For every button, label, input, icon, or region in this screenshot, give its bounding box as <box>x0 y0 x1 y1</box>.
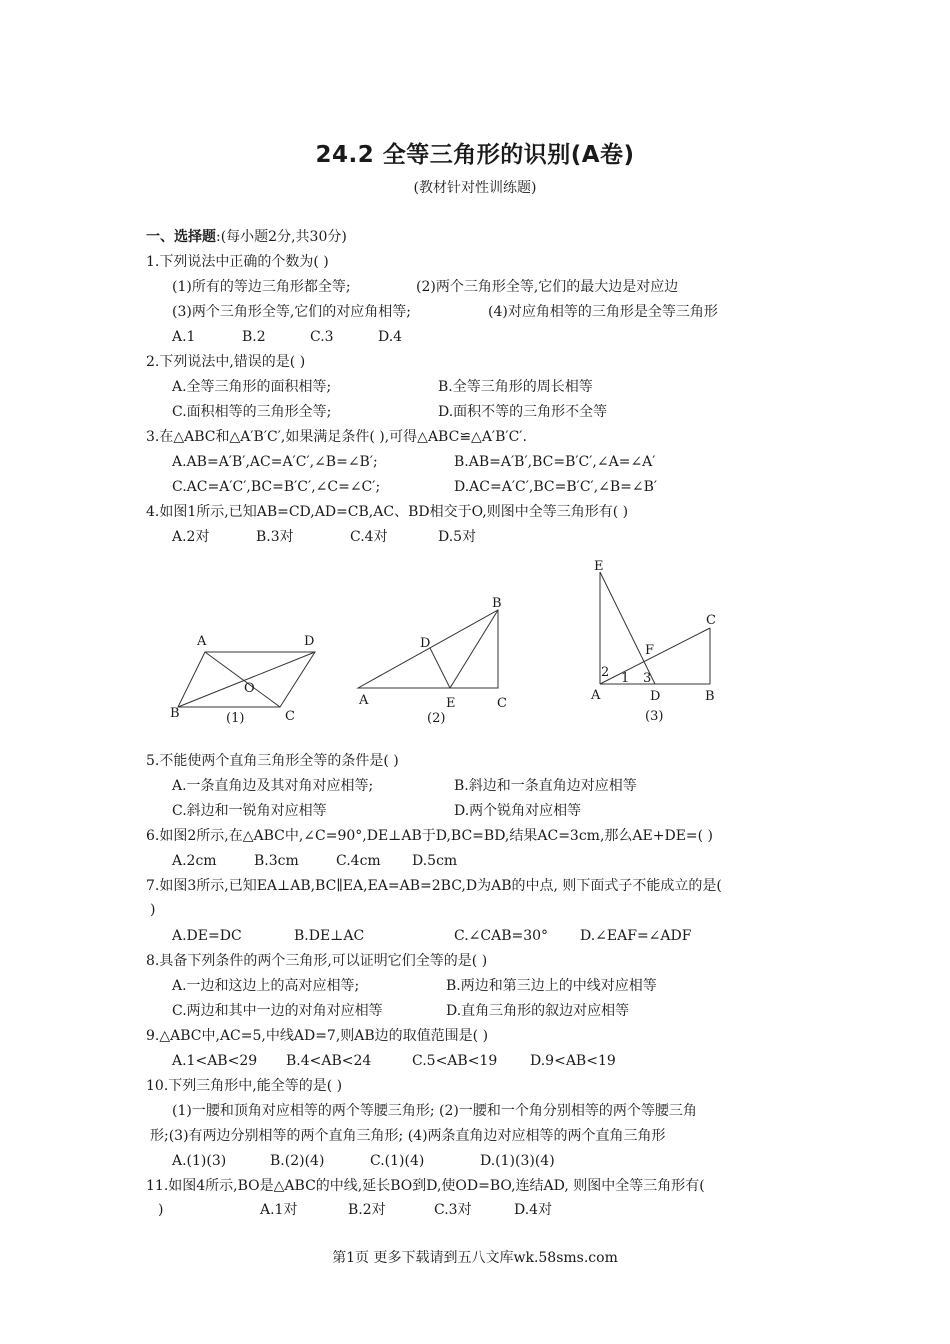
fig3-angle-1: 1 <box>621 671 630 686</box>
q5-option-b: B.斜边和一条直角边对应相等 <box>454 778 637 794</box>
q10-option-a: A.(1)(3) <box>172 1153 227 1169</box>
q3-option-a: A.AB=A′B′,AC=A′C′,∠B=∠B′; <box>172 454 378 470</box>
q6-option-d: D.5cm <box>412 853 458 869</box>
q7-option-b: B.DE⊥AC <box>294 928 365 944</box>
q4-option-a: A.2对 <box>172 529 210 545</box>
fig3-label-b: B <box>705 689 715 704</box>
q7-option-c: C.∠CAB=30° <box>454 928 549 944</box>
fig2-label-b: B <box>492 596 502 611</box>
fig1-label-d: D <box>304 634 315 649</box>
fig1-label-o: O <box>244 681 255 696</box>
q3-option-c: C.AC=A′C′,BC=B′C′,∠C=∠C′; <box>172 479 381 495</box>
fig1-label-b: B <box>170 706 180 721</box>
q7-option-d: D.∠EAF=∠ADF <box>580 928 692 944</box>
page-title: 24.2 全等三角形的识别(A卷) <box>315 142 635 168</box>
q10-statements-line-1: (1)一腰和顶角对应相等的两个等腰三角形; (2)一腰和一个角分别相等的两个等腰三角 <box>172 1103 697 1119</box>
q8-stem: 8.具备下列条件的两个三角形,可以证明它们全等的是( ) <box>146 953 488 969</box>
q10-option-d: D.(1)(3)(4) <box>480 1153 555 1169</box>
q11-stem-end: ) <box>158 1202 164 1218</box>
fig2-label-a: A <box>359 693 369 708</box>
fig3-caption: (3) <box>645 709 664 724</box>
q2-option-a: A.全等三角形的面积相等; <box>172 379 332 395</box>
q7-stem: 7.如图3所示,已知EA⊥AB,BC∥EA,EA=AB=2BC,D为AB的中点, 则下面式子不能成立的是( <box>146 878 722 894</box>
q2-option-c: C.面积相等的三角形全等; <box>172 404 332 420</box>
fig3-label-f: F <box>645 643 655 658</box>
fig3-angle-2: 2 <box>601 665 610 680</box>
q6-stem: 6.如图2所示,在△ABC中,∠C=90°,DE⊥AB于D,BC=BD,结果AC=3cm,那么AE+DE=( ) <box>146 828 714 844</box>
q2-stem: 2.下列说法中,错误的是( ) <box>146 354 306 370</box>
q9-option-c: C.5<AB<19 <box>412 1053 498 1069</box>
section-heading-note: :(每小题2分,共30分) <box>216 229 347 245</box>
q4-stem: 4.如图1所示,已知AB=CD,AD=CB,AC、BD相交于O,则图中全等三角形有( ) <box>146 504 629 520</box>
q10-statements-line-2: 形;(3)有两边分别相等的两个直角三角形; (4)两条直角边对应相等的两个直角三角形 <box>150 1128 666 1144</box>
fig3-label-d: D <box>650 689 661 704</box>
q6-option-b: B.3cm <box>254 853 299 869</box>
q1-statement-2: (2)两个三角形全等,它们的最大边是对应边 <box>416 279 679 295</box>
q6-option-a: A.2cm <box>172 853 217 869</box>
fig2-label-e: E <box>446 696 456 711</box>
q9-option-a: A.1<AB<29 <box>172 1053 258 1069</box>
figure-3 <box>600 572 710 684</box>
fig3-angle-3: 3 <box>643 671 652 686</box>
q2-option-d: D.面积不等的三角形不全等 <box>438 404 608 420</box>
q11-option-a: A.1对 <box>260 1202 298 1218</box>
q1-option-a: A.1 <box>172 329 196 345</box>
q5-option-a: A.一条直角边及其对角对应相等; <box>172 778 374 794</box>
q3-option-b: B.AB=A′B′,BC=B′C′,∠A=∠A′ <box>454 454 656 470</box>
q6-option-c: C.4cm <box>336 853 381 869</box>
q1-option-c: C.3 <box>310 329 334 345</box>
q1-statement-3: (3)两个三角形全等,它们的对应角相等; <box>172 304 411 320</box>
q5-stem: 5.不能使两个直角三角形全等的条件是( ) <box>146 753 399 769</box>
q7-stem-end: ) <box>150 902 156 918</box>
fig3-label-c: C <box>706 613 716 628</box>
fig3-segment-ac <box>600 628 710 684</box>
q4-option-c: C.4对 <box>350 529 388 545</box>
q9-option-b: B.4<AB<24 <box>286 1053 372 1069</box>
q10-stem: 10.下列三角形中,能全等的是( ) <box>146 1078 343 1094</box>
q7-option-a: A.DE=DC <box>172 928 242 944</box>
q11-option-d: D.4对 <box>514 1202 553 1218</box>
page-subtitle: (教材针对性训练题) <box>413 180 537 196</box>
q8-option-a: A.一边和这边上的高对应相等; <box>172 978 360 994</box>
q9-stem: 9.△ABC中,AC=5,中线AD=7,则AB边的取值范围是( ) <box>146 1028 489 1044</box>
q8-option-b: B.两边和第三边上的中线对应相等 <box>446 978 657 994</box>
q2-option-b: B.全等三角形的周长相等 <box>438 379 593 395</box>
fig2-label-c: C <box>497 696 507 711</box>
q1-option-d: D.4 <box>378 329 403 345</box>
q5-option-d: D.两个锐角对应相等 <box>454 803 582 819</box>
q11-option-c: C.3对 <box>434 1202 472 1218</box>
q1-stem: 1.下列说法中正确的个数为( ) <box>146 254 329 270</box>
q3-option-d: D.AC=A′C′,BC=B′C′,∠B=∠B′ <box>454 479 658 495</box>
page-footer: 第1页 更多下载请到五八文库wk.58sms.com <box>332 1250 618 1266</box>
q3-stem: 3.在△ABC和△A′B′C′,如果满足条件( ),可得△ABC≌△A′B′C′. <box>146 429 527 445</box>
q8-option-c: C.两边和其中一边的对角对应相等 <box>172 1003 383 1019</box>
q4-option-b: B.3对 <box>256 529 294 545</box>
q1-statement-4: (4)对应角相等的三角形是全等三角形 <box>488 304 718 320</box>
section-heading-label: 一、选择题 <box>146 229 216 245</box>
section-heading <box>146 227 347 247</box>
q1-option-b: B.2 <box>242 329 266 345</box>
fig1-caption: (1) <box>226 711 245 726</box>
fig1-diagonal-ac <box>205 652 280 707</box>
figures-panel <box>140 550 740 740</box>
q11-option-b: B.2对 <box>348 1202 386 1218</box>
fig3-label-a: A <box>591 688 601 703</box>
q10-option-c: C.(1)(4) <box>370 1153 425 1169</box>
fig2-label-d: D <box>420 636 431 651</box>
q1-statement-1: (1)所有的等边三角形都全等; <box>172 279 351 295</box>
fig2-segment-be <box>450 610 498 688</box>
fig2-caption: (2) <box>427 711 446 726</box>
fig1-diagonal-bd <box>178 652 315 707</box>
fig1-label-c: C <box>285 709 295 724</box>
q10-option-b: B.(2)(4) <box>270 1153 325 1169</box>
q4-option-d: D.5对 <box>438 529 477 545</box>
q8-option-d: D.直角三角形的叙边对应相等 <box>446 1003 630 1019</box>
fig2-segment-de <box>430 648 450 688</box>
q5-option-c: C.斜边和一锐角对应相等 <box>172 803 327 819</box>
figure-1 <box>178 652 315 707</box>
q11-stem: 11.如图4所示,BO是△ABC的中线,延长BO到D,使OD=BO,连结AD, 则图中全等三角形有( <box>146 1178 705 1194</box>
fig3-label-e: E <box>594 559 604 574</box>
q9-option-d: D.9<AB<19 <box>530 1053 616 1069</box>
fig1-label-a: A <box>197 634 207 649</box>
